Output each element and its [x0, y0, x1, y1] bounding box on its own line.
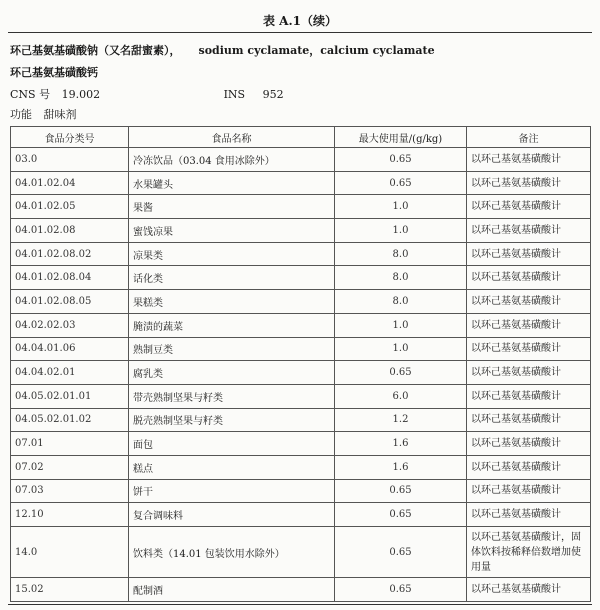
cell-category-code: 04.04.01.06	[11, 337, 129, 361]
table-row	[11, 242, 591, 266]
cell-max-usage: 0.65	[335, 148, 467, 172]
cell-remark: 以环己基氨基磺酸计	[467, 384, 591, 408]
cell-max-usage: 1.0	[335, 195, 467, 219]
cell-food-name: 蜜饯凉果	[129, 219, 335, 243]
cell-food-name: 脱壳熟制坚果与籽类	[129, 408, 335, 432]
cell-remark: 以环己基氨基磺酸计	[467, 219, 591, 243]
cell-category-code: 04.02.02.03	[11, 313, 129, 337]
cell-food-name: 冷冻饮品（03.04 食用冰除外）	[129, 148, 335, 172]
cell-category-code: 04.01.02.08.02	[11, 242, 129, 266]
cell-remark: 以环己基氨基磺酸计	[467, 313, 591, 337]
cell-remark: 以环己基氨基磺酸计	[467, 195, 591, 219]
cell-category-code: 15.02	[11, 578, 129, 602]
cell-food-name: 面包	[129, 432, 335, 456]
cell-max-usage: 1.0	[335, 337, 467, 361]
table-row	[11, 527, 591, 578]
table-row	[11, 171, 591, 195]
cell-category-code: 04.01.02.05	[11, 195, 129, 219]
table-caption: 表 A.1（续）	[262, 14, 338, 28]
cell-max-usage: 1.0	[335, 219, 467, 243]
cell-remark: 以环己基氨基磺酸计，固体饮料按稀释倍数增加使用量	[467, 527, 591, 578]
cell-max-usage: 1.0	[335, 313, 467, 337]
cell-category-code: 04.01.02.04	[11, 171, 129, 195]
cell-category-code: 04.04.02.01	[11, 361, 129, 385]
function-line	[10, 106, 77, 122]
cell-remark: 以环己基氨基磺酸计	[467, 266, 591, 290]
cell-max-usage: 1.6	[335, 432, 467, 456]
cell-max-usage: 8.0	[335, 290, 467, 314]
cell-category-code: 07.01	[11, 432, 129, 456]
cell-remark: 以环己基氨基磺酸计	[467, 290, 591, 314]
cell-max-usage: 1.6	[335, 455, 467, 479]
table-row	[11, 578, 591, 602]
additive-name-cn-line2: 环己基氨基磺酸钙	[10, 66, 98, 79]
table-row	[11, 219, 591, 243]
cns-label: CNS 号	[10, 88, 51, 101]
header-food-name: 食品名称	[129, 127, 335, 148]
cell-food-name: 果酱	[129, 195, 335, 219]
additive-name-en: sodium cyclamate，calcium cyclamate	[198, 44, 435, 57]
additive-name-cn: 环己基氨基磺酸钠（又名甜蜜素），	[10, 44, 181, 57]
usage-table	[10, 126, 591, 602]
cell-max-usage: 0.65	[335, 503, 467, 527]
cell-remark: 以环己基氨基磺酸计	[467, 337, 591, 361]
header-max-usage: 最大使用量/(g/kg)	[335, 127, 467, 148]
cell-max-usage: 0.65	[335, 479, 467, 503]
cell-remark: 以环己基氨基磺酸计	[467, 578, 591, 602]
cell-food-name: 水果罐头	[129, 171, 335, 195]
table-header-row	[11, 127, 591, 148]
codes-line	[10, 86, 284, 102]
cell-food-name: 饮料类（14.01 包装饮用水除外）	[129, 527, 335, 578]
table-row	[11, 290, 591, 314]
cell-max-usage: 0.65	[335, 578, 467, 602]
cell-category-code: 07.03	[11, 479, 129, 503]
additive-name-line	[10, 42, 435, 58]
table-row	[11, 432, 591, 456]
cell-food-name: 熟制豆类	[129, 337, 335, 361]
cell-food-name: 腐乳类	[129, 361, 335, 385]
table-row	[11, 337, 591, 361]
cell-max-usage: 8.0	[335, 266, 467, 290]
cns-value: 19.002	[61, 88, 101, 101]
cell-remark: 以环己基氨基磺酸计	[467, 432, 591, 456]
cell-max-usage: 6.0	[335, 384, 467, 408]
table-row	[11, 455, 591, 479]
header-remarks: 备注	[467, 127, 591, 148]
ins-value: 952	[262, 88, 284, 101]
cell-food-name: 饼干	[129, 479, 335, 503]
cell-remark: 以环己基氨基磺酸计	[467, 148, 591, 172]
cell-remark: 以环己基氨基磺酸计	[467, 242, 591, 266]
cell-category-code: 04.05.02.01.02	[11, 408, 129, 432]
table-row	[11, 195, 591, 219]
cell-food-name: 话化类	[129, 266, 335, 290]
table-body	[11, 148, 591, 602]
cell-food-name: 凉果类	[129, 242, 335, 266]
cell-category-code: 04.01.02.08	[11, 219, 129, 243]
cell-food-name: 复合调味料	[129, 503, 335, 527]
cell-remark: 以环己基氨基磺酸计	[467, 171, 591, 195]
cell-remark: 以环己基氨基磺酸计	[467, 479, 591, 503]
table-row	[11, 361, 591, 385]
cell-max-usage: 0.65	[335, 361, 467, 385]
cell-category-code: 04.01.02.08.04	[11, 266, 129, 290]
cell-remark: 以环己基氨基磺酸计	[467, 361, 591, 385]
table-row	[11, 148, 591, 172]
cell-remark: 以环己基氨基磺酸计	[467, 503, 591, 527]
table-row	[11, 313, 591, 337]
cell-category-code: 07.02	[11, 455, 129, 479]
table-row	[11, 266, 591, 290]
cell-remark: 以环己基氨基磺酸计	[467, 408, 591, 432]
cell-category-code: 04.05.02.01.01	[11, 384, 129, 408]
ins-label: INS	[223, 88, 246, 101]
top-rule	[8, 32, 592, 33]
cell-category-code: 12.10	[11, 503, 129, 527]
cell-category-code: 14.0	[11, 527, 129, 578]
cell-food-name: 腌渍的蔬菜	[129, 313, 335, 337]
function-value: 甜味剂	[43, 108, 77, 121]
cell-food-name: 带壳熟制坚果与籽类	[129, 384, 335, 408]
cell-category-code: 03.0	[11, 148, 129, 172]
cell-food-name: 果糕类	[129, 290, 335, 314]
cell-remark: 以环己基氨基磺酸计	[467, 455, 591, 479]
cell-max-usage: 8.0	[335, 242, 467, 266]
cell-food-name: 糕点	[129, 455, 335, 479]
table-row	[11, 479, 591, 503]
bottom-rule	[8, 604, 592, 605]
cell-max-usage: 0.65	[335, 171, 467, 195]
table-row	[11, 408, 591, 432]
cell-max-usage: 1.2	[335, 408, 467, 432]
cell-category-code: 04.01.02.08.05	[11, 290, 129, 314]
header-category-code: 食品分类号	[11, 127, 129, 148]
cell-max-usage: 0.65	[335, 527, 467, 578]
table-row	[11, 503, 591, 527]
function-label: 功能	[10, 108, 32, 121]
table-row	[11, 384, 591, 408]
cell-food-name: 配制酒	[129, 578, 335, 602]
